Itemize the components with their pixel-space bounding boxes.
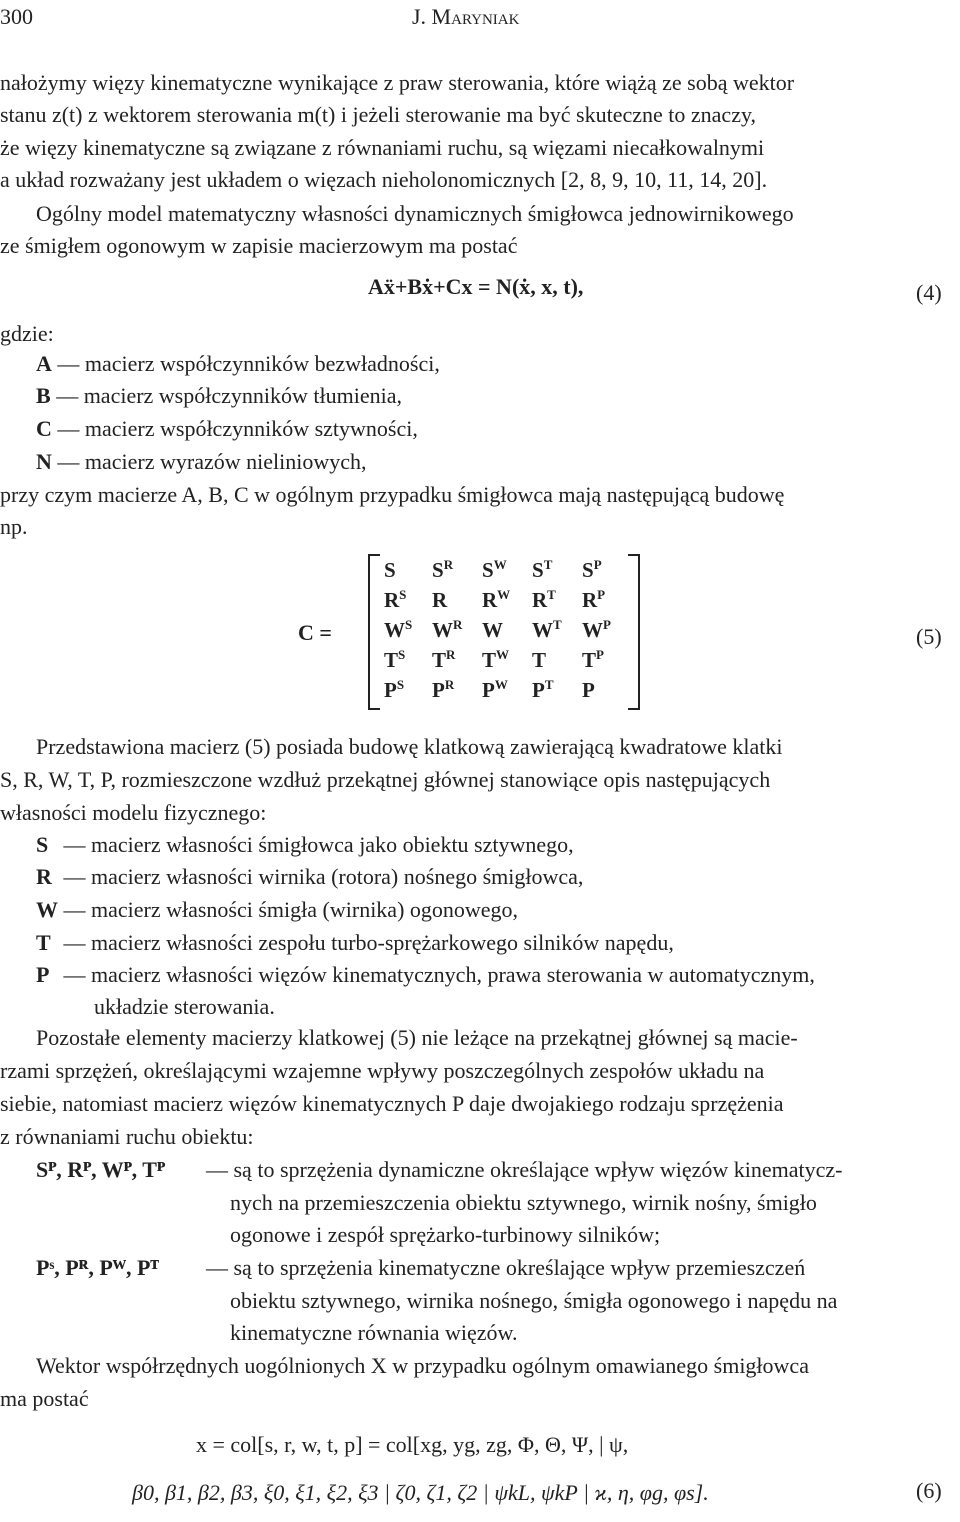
coupling-line: obiektu sztywnego, wirnika nośnego, śmigła ogonowego i napędu na: [230, 1288, 838, 1313]
matrix-block: $T^R$: [432, 647, 456, 672]
coupling-line: kinematyczne równania więzów.: [230, 1320, 518, 1345]
matrix-block: $P^S$: [384, 677, 405, 702]
equation-number: (5): [916, 624, 942, 649]
definition-item: W — macierz własności śmigła (wirnika) ogonowego,: [36, 897, 519, 922]
paragraph-line: rzami sprzężeń, określającymi wzajemne wpływy poszczególnych zespołów układu na: [0, 1058, 765, 1083]
matrix-block: $R^T$: [532, 587, 556, 612]
paragraph-line: siebie, natomiast macierz więzów kinematycznych P daje dwojakiego rodzaju sprzężenia: [0, 1091, 784, 1116]
paragraph-line: np.: [0, 514, 28, 539]
paragraph-line: Pozostałe elementy macierzy klatkowej (5) nie leżące na przekątnej głównej są macie-: [36, 1025, 798, 1050]
matrix-block: $S^W$: [482, 557, 507, 582]
matrix-block: T: [532, 648, 547, 672]
definition-item: B — macierz współczynników tłumienia,: [36, 383, 402, 408]
matrix-block: $R^P$: [582, 587, 606, 612]
matrix-block: $S^R$: [432, 557, 454, 582]
paragraph-line: ze śmigłem ogonowym w zapisie macierzowym ma postać: [0, 233, 518, 258]
coupling-line: ogonowe i zespół sprężarko-turbinowy silników;: [230, 1222, 661, 1247]
definition-item: P — macierz własności więzów kinematycznych, prawa sterowania w automatycznym,: [36, 962, 815, 987]
equation-6-line1: x = col[s, r, w, t, p] = col[xg, yg, zg, Φ, Θ, Ψ, | ψ,: [196, 1432, 629, 1457]
matrix-block: $W^T$: [532, 617, 562, 642]
running-head-author: J. Maryniak: [412, 4, 520, 29]
coupling-line: nych na przemieszczenia obiektu sztywnego, wirnik nośny, śmigło: [230, 1190, 817, 1215]
matrix-block: $R^W$: [482, 587, 511, 612]
matrix-block: P: [582, 678, 595, 702]
matrix-block: W: [482, 618, 503, 642]
paragraph-line: własności modelu fizycznego:: [0, 800, 267, 825]
definition-item: C — macierz współczynników sztywności,: [36, 416, 418, 441]
page-number: 300: [0, 4, 33, 29]
coupling-label: Pˢ, Pᴿ, Pᵂ, Pᵀ: [36, 1255, 159, 1280]
matrix-block: $P^T$: [532, 677, 554, 702]
matrix-block: R: [432, 588, 448, 612]
definition-continuation: układzie sterowania.: [94, 994, 275, 1019]
matrix-block: $W^P$: [582, 617, 611, 642]
equation-6-line2: β0, β1, β2, β3, ξ0, ξ1, ξ2, ξ3 | ζ0, ζ1, ζ2 | ψkL, ψkP | ϰ, η, φg, φs].: [132, 1480, 709, 1505]
equation-4: Aẍ+Bẋ+Cx = N(ẋ, x, t),: [368, 274, 584, 299]
paragraph-line: nałożymy więzy kinematyczne wynikające z praw sterowania, które wiążą ze sobą wektor: [0, 70, 795, 95]
matrix-block: $S^P$: [582, 557, 602, 582]
matrix-block: $T^S$: [384, 647, 406, 672]
equation-number: (6): [916, 1478, 942, 1503]
paragraph-line: a układ rozważany jest układem o więzach nieholonomicznych [2, 8, 9, 10, 11, 14, 20].: [0, 167, 768, 192]
matrix-block: S: [384, 558, 396, 582]
block-matrix-C: [368, 554, 640, 710]
label-gdzie: gdzie:: [0, 321, 54, 346]
definition-item: N — macierz wyrazów nieliniowych,: [36, 449, 367, 474]
definition-item: T — macierz własności zespołu turbo-sprężarkowego silników napędu,: [36, 930, 674, 955]
paragraph-line: S, R, W, T, P, rozmieszczone wzdłuż przekątnej głównej stanowiące opis następujących: [0, 767, 771, 792]
matrix-block: $W^S$: [384, 617, 413, 642]
paragraph-line: Przedstawiona macierz (5) posiada budowę klatkową zawierającą kwadratowe klatki: [36, 734, 783, 759]
matrix-lhs: C =: [298, 620, 332, 645]
matrix-block: $S^T$: [532, 557, 553, 582]
equation-number: (4): [916, 280, 942, 305]
paragraph-line: przy czym macierze A, B, C w ogólnym przypadku śmigłowca mają następującą budowę: [0, 482, 785, 507]
matrix-block: $T^P$: [582, 647, 604, 672]
definition-item: S — macierz własności śmigłowca jako obiektu sztywnego,: [36, 832, 574, 857]
matrix-block: $P^W$: [482, 677, 508, 702]
matrix-block: $W^R$: [432, 617, 463, 642]
matrix-block: $P^R$: [432, 677, 455, 702]
paragraph-line: z równaniami ruchu obiektu:: [0, 1124, 254, 1149]
definition-item: A — macierz współczynników bezwładności,: [36, 351, 440, 376]
coupling-label: Sᴾ, Rᴾ, Wᴾ, Tᴾ: [36, 1157, 165, 1182]
coupling-line: — są to sprzężenia kinematyczne określające wpływ przemieszczeń: [206, 1255, 806, 1280]
matrix-block: $T^W$: [482, 647, 510, 672]
paragraph-line: Wektor współrzędnych uogólnionych X w przypadku ogólnym omawianego śmigłowca: [36, 1353, 809, 1378]
definition-item: R — macierz własności wirnika (rotora) nośnego śmigłowca,: [36, 864, 584, 889]
paragraph-line: Ogólny model matematyczny własności dynamicznych śmigłowca jednowirnikowego: [36, 201, 794, 226]
paragraph-line: że więzy kinematyczne są związane z równaniami ruchu, są więzami niecałkowalnymi: [0, 135, 765, 160]
coupling-line: — są to sprzężenia dynamiczne określające wpływ więzów kinematycz-: [206, 1157, 843, 1182]
paragraph-line: ma postać: [0, 1386, 89, 1411]
matrix-block: $R^S$: [384, 587, 407, 612]
paragraph-line: stanu z(t) z wektorem sterowania m(t) i jeżeli sterowanie ma być skuteczne to znaczy,: [0, 102, 757, 127]
